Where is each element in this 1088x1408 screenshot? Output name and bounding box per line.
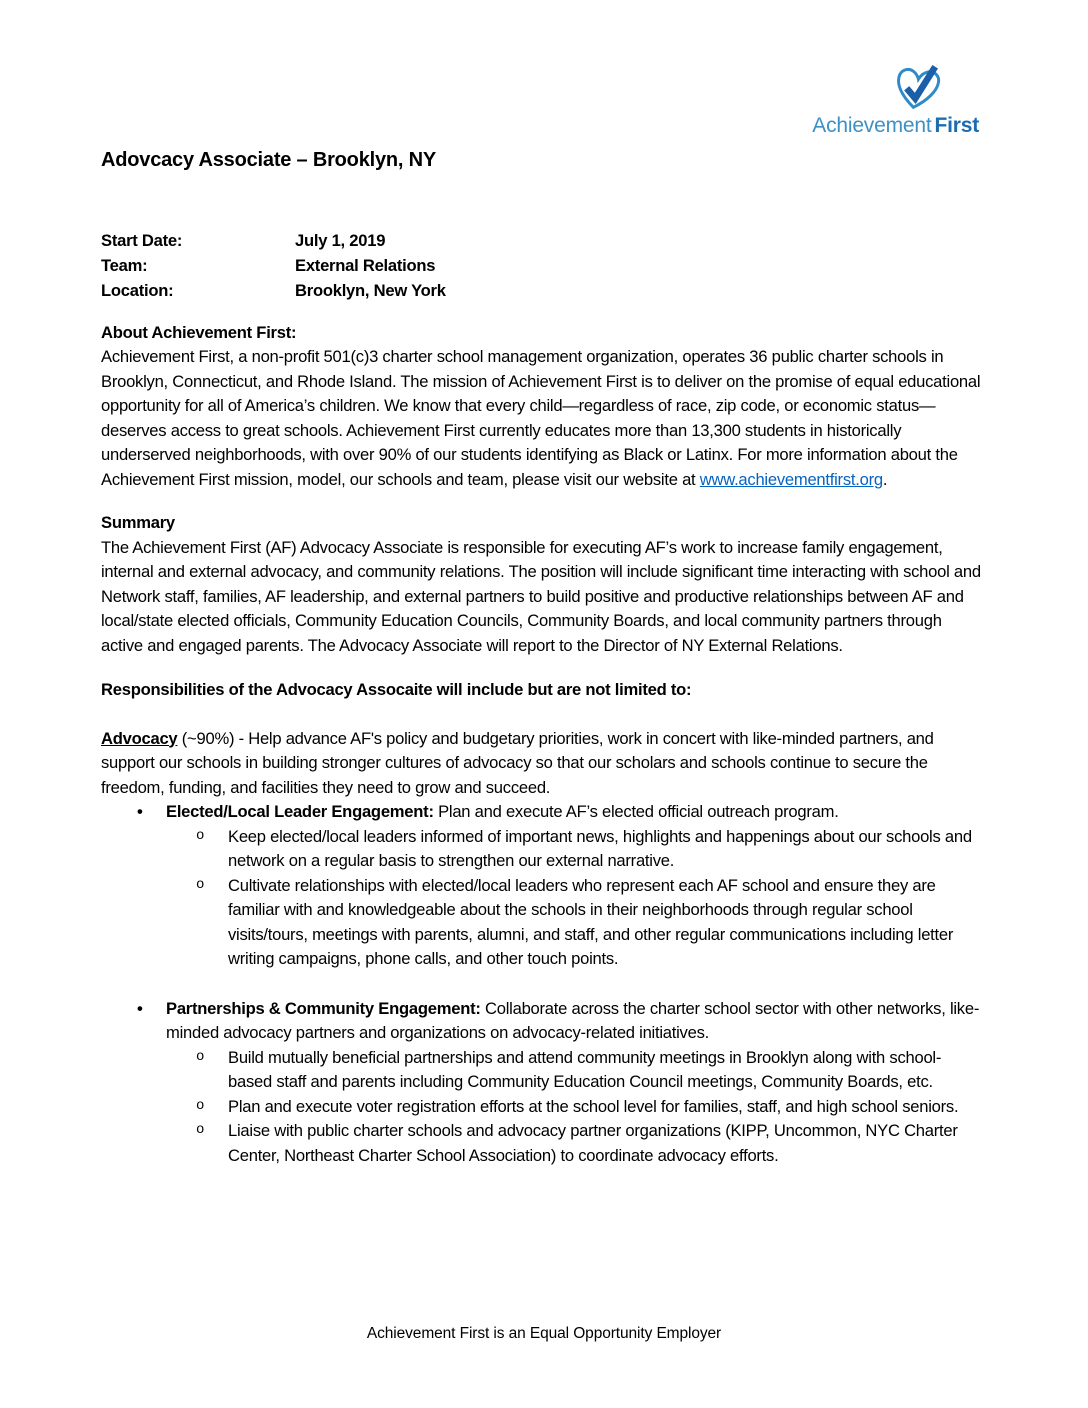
website-link[interactable]: www.achievementfirst.org: [699, 469, 883, 489]
bullet-icon: •: [137, 802, 143, 821]
sub-list-item-text: Build mutually beneficial partnerships and attend community meetings in Brooklyn along with school-based staff and parents including Community Education Council meetings, Community Boards, etc.: [228, 1047, 942, 1091]
sub-list-item-text: Keep elected/local leaders informed of important news, highlights and happenings about our schools and network on a regular basis to strengthen our external narrative.: [228, 826, 972, 870]
meta-row-location: [101, 278, 985, 303]
page-title: Adovcacy Associate – Brooklyn, NY: [101, 149, 437, 171]
meta-value: July 1, 2019: [295, 230, 386, 250]
responsibilities-heading: Responsibilities of the Advocacy Assocaite will include but are not limited to:: [101, 680, 692, 699]
meta-row-start-date: [101, 228, 985, 253]
list-item-title: Partnerships & Community Engagement:: [166, 998, 481, 1018]
summary-paragraph: The Achievement First (AF) Advocacy Associate is responsible for executing AF’s work to increase family engagement, internal and external advocacy, and community relations. The position will include significant time interacting with school and Network staff, families, AF leadership, and external partners to build positive and productive relationships between AF and local/state elected officials, Community Education Councils, Community Boards, and local community partners through active and engaged parents. The Advocacy Associate will report to the Director of NY External Relations.: [101, 537, 981, 655]
sub-list-item-text: Cultivate relationships with elected/local leaders who represent each AF school and ensure they are familiar with and knowledgeable about the schools in their neighborhoods through regular school visits/tours, meetings with parents, alumni, and staff, and other regular communications including letter writing campaigns, phone calls, and other touch points.: [228, 875, 954, 968]
circle-bullet-icon: o: [196, 827, 205, 844]
job-meta: [101, 228, 985, 303]
meta-label: Location:: [101, 280, 174, 300]
circle-bullet-icon: o: [196, 1097, 205, 1114]
logo-wordmark: [812, 114, 979, 138]
about-text-after-link: .: [882, 469, 888, 489]
circle-bullet-icon: o: [196, 1048, 205, 1065]
bullet-group-elected-leaders: [101, 800, 985, 972]
about-heading: About Achievement First:: [101, 322, 297, 342]
sub-list-item: [101, 1046, 985, 1095]
list-item-text: Collaborate across the charter school sector with other networks, like-minded advocacy partners and organizations on advocacy-related initiatives.: [166, 998, 980, 1042]
about-text: Achievement First, a non-profit 501(c)3 charter school management organization, operates 36 public charter schools in Brooklyn, Connecticut, and Rhode Island. The mission of Achievement First is to deliver on the promise of equal educational opportunity for all of America’s children. We know that every child—regardless of race, zip code, or economic status—deserves access to great schools. Achievement First currently educates more than 13,300 students in historically underserved neighborhoods, with over 90% of our students identifying as Black or Latinx. For more information about the Achievement First mission, model, our schools and team, please visit our website at: [101, 347, 981, 489]
meta-value: External Relations: [295, 255, 436, 275]
footer-eoe-statement: Achievement First is an Equal Opportunity Employer: [366, 1325, 722, 1342]
meta-value: Brooklyn, New York: [295, 280, 446, 300]
advocacy-lead: Advocacy: [101, 728, 178, 748]
sub-list-item: [101, 874, 985, 972]
achievement-first-logo: [101, 64, 979, 138]
sub-list-item: [101, 825, 985, 874]
logo-word-first: First: [934, 114, 979, 137]
sub-list-item: [101, 1119, 985, 1168]
heart-check-icon: [883, 64, 953, 114]
bullet-icon: •: [137, 998, 143, 1018]
meta-label: Start Date:: [101, 230, 183, 250]
list-item: [101, 800, 985, 825]
circle-bullet-icon: o: [196, 1122, 205, 1138]
meta-label: Team:: [101, 255, 148, 275]
sub-list-item-text: Plan and execute voter registration efforts at the school level for families, staff, and high school seniors.: [228, 1096, 959, 1116]
document-content: [101, 0, 985, 1168]
circle-bullet-icon: o: [196, 876, 205, 893]
logo-word-achievement: Achievement: [812, 114, 932, 137]
sub-list-item-text: Liaise with public charter schools and advocacy partner organizations (KIPP, Uncommon, NYC Charter Center, Northeast Charter School Association) to coordinate advocacy efforts.: [228, 1121, 958, 1165]
list-item-title: Elected/Local Leader Engagement:: [166, 802, 434, 821]
about-paragraph: [101, 345, 985, 492]
advocacy-paragraph: [101, 727, 985, 801]
meta-row-team: [101, 253, 985, 278]
list-item-text: Plan and execute AF’s elected official outreach program.: [433, 802, 839, 821]
sub-list-item: [101, 1095, 985, 1120]
advocacy-text: (~90%) - Help advance AF's policy and budgetary priorities, work in concert with like-minded partners, and support our schools in building stronger cultures of advocacy so that our scholars and schools continue to secure the freedom, funding, and facilities they need to grow and succeed.: [101, 728, 934, 797]
summary-heading: Summary: [101, 513, 175, 532]
bullet-group-partnerships: [101, 997, 985, 1169]
list-item: [101, 997, 985, 1046]
